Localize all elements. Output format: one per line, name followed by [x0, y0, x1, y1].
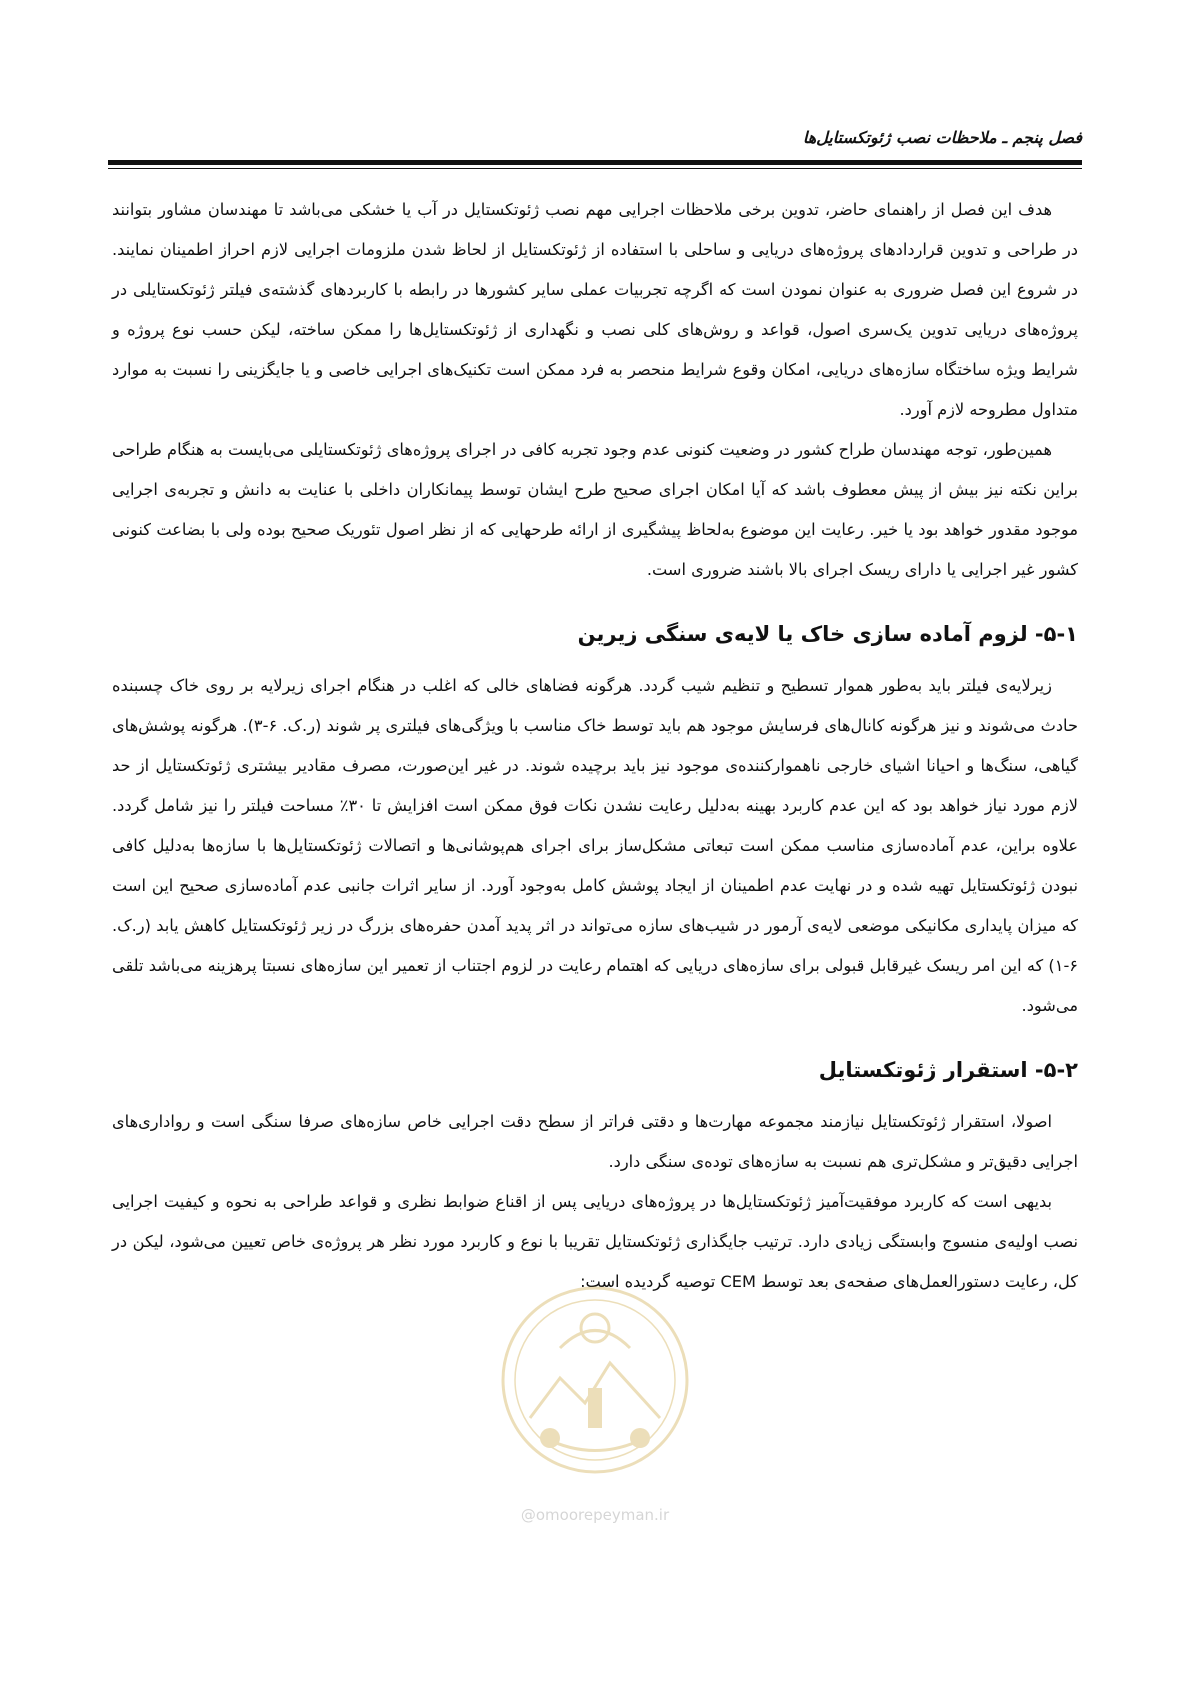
section-paragraph: اصولا، استقرار ژئوتکستایل نیازمند مجموعه مهارت‌ها و دقتی فراتر از سطح دقت اجرایی خاص سازه‌های صرفا سنگی است و رواداری‌های اجرایی دقیق‌تر و مشکل‌تری هم نسبت به سازه‌های توده‌ی سنگی دارد.: [112, 1112, 1078, 1171]
watermark-text: @omoorepeyman.ir: [520, 1506, 670, 1524]
body-content: [112, 190, 1078, 1302]
section-paragraph: زیرلایه‌ی فیلتر باید به‌طور هموار تسطیح و تنظیم شیب گردد. هرگونه فضاهای خالی که اغلب در هنگام اجرای زیرلایه بر روی خاک چسبنده حادث می‌شوند و نیز هرگونه کانال‌های فرسایش موجود هم باید توسط خاک مناسب با ویژگی‌های فیلتری پر شوند (ر.ک. ۶-۳). هرگونه پوشش‌های گیاهی، سنگ‌ها و احیانا اشیای خارجی ناهموارکننده‌ی موجود نیز باید برچیده شوند. در غیر این‌صورت، مصرف مقادیر بیشتری ژئوتکستایل از حد لازم مورد نیاز خواهد بود که این عدم کاربرد بهینه به‌دلیل رعایت نشدن نکات فوق ممکن است افزایش تا ۳۰٪ مساحت فیلتر را نیز شامل گردد. علاوه براین، عدم آماده‌سازی مناسب ممکن است تبعاتی مشکل‌ساز برای اجرای هم‌پوشانی‌ها و اتصالات ژئوتکستایل‌ها با سازه‌ها به‌دلیل کافی نبودن ژئوتکستایل تهیه شده و در نهایت عدم اطمینان از ایجاد پوشش کامل به‌وجود آورد. از سایر اثرات جانبی عدم آماده‌سازی صحیح این است که میزان پایداری مکانیکی موضعی لایه‌ی آرمور در شیب‌های سازه می‌تواند در اثر پدید آمدن حفره‌های بزرگ در زیر ژئوتکستایل کاهش یابد (ر.ک. ۶-۱) که این امر ریسک غیرقابل قبولی برای سازه‌های دریایی که اهتمام رعایت در لزوم اجتناب از تعمیر این سازه‌های نسبتا پرهزینه می‌باشد تلقی می‌شود.: [112, 676, 1078, 1015]
section-heading: ۵-۱- لزوم آماده سازی خاک یا لایه‌ی سنگی زیرین: [577, 622, 1078, 646]
seal-icon: [490, 1268, 700, 1498]
section-paragraph: بدیهی است که کاربرد موفقیت‌آمیز ژئوتکستایل‌ها در پروژه‌های دریایی پس از اقناع ضوابط نظری و قواعد طراحی به نحوه و کیفیت اجرایی نصب اولیه‌ی منسوج وابستگی زیادی دارد. ترتیب جایگذاری ژئوتکستایل تقریبا با نوع و کاربرد مورد نظر هر پروژه‌ی خاص تعیین می‌شود، لیکن در کل، رعایت دستورالعمل‌های صفحه‌ی بعد توسط CEM توصیه گردیده است:: [112, 1192, 1078, 1291]
section-heading: ۵-۲- استقرار ژئوتکستایل: [818, 1058, 1078, 1082]
header-rule-thin: [108, 168, 1082, 169]
running-header: فصل پنجم ـ ملاحظات نصب ژئوتکستایل‌ها: [802, 128, 1082, 147]
header-rule-thick: [108, 160, 1082, 165]
intro-paragraph: هدف این فصل از راهنمای حاضر، تدوین برخی ملاحظات اجرایی مهم نصب ژئوتکستایل در آب یا خشکی می‌باشد تا مهندسان مشاور بتوانند در طراحی و تدوین قراردادهای پروژه‌های دریایی و ساحلی با استفاده از ژئوتکستایل از لحاظ شدن ملزومات اجرایی لازم احراز اطمینان نمایند. در شروع این فصل ضروری به عنوان نمودن است که اگرچه تجربیات عملی سایر کشورها در رابطه با کاربردهای گذشته‌ی فیلتر ژئوتکستایلی در پروژه‌های دریایی تدوین یک‌سری اصول، قواعد و روش‌های کلی نصب و نگهداری از ژئوتکستایل‌ها را ممکن ساخته، لیکن حسب نوع پروژه و شرایط ویژه ساختگاه سازه‌های دریایی، امکان وقوع شرایط منحصر به فرد ممکن است تکنیک‌های اجرایی خاصی و یا جایگزینی را نسبت به موارد متداول مطروحه لازم آورد.: [112, 200, 1078, 419]
intro-paragraph: همین‌طور، توجه مهندسان طراح کشور در وضعیت کنونی عدم وجود تجربه کافی در اجرای پروژه‌های ژئوتکستایلی می‌بایست به هنگام طراحی براین نکته نیز بیش از پیش معطوف باشد که آیا امکان اجرای صحیح طرح ایشان توسط پیمانکاران داخلی با عنایت به دانش و تجربه‌ی اجرایی موجود مقدور خواهد بود یا خیر. رعایت این موضوع به‌لحاظ پیشگیری از ارائه طرحهایی که از نظر اصول تئوریک صحیح بوده ولی با بضاعت کنونی کشور غیر اجرایی یا دارای ریسک اجرای بالا باشند ضروری است.: [112, 440, 1078, 579]
watermark-logo: [490, 1268, 700, 1538]
